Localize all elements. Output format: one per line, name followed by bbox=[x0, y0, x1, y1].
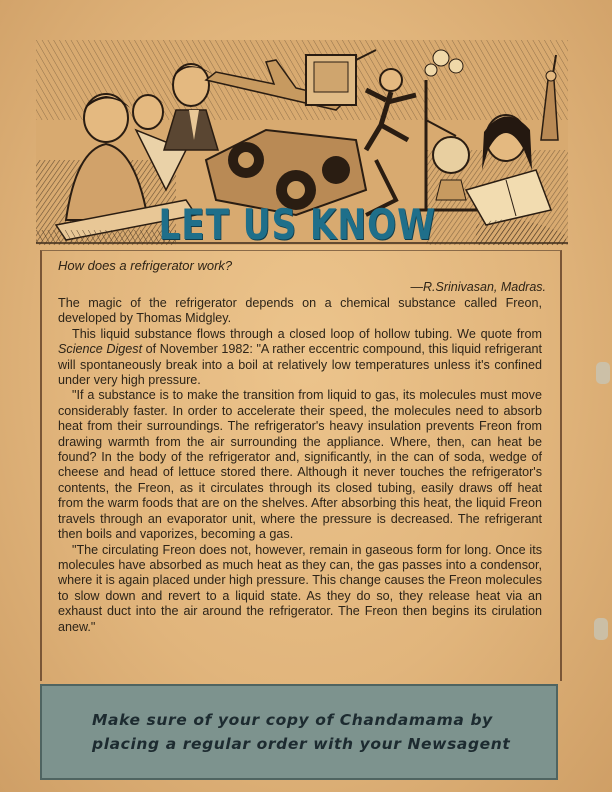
staple-mark-lower bbox=[594, 618, 608, 640]
answer-paragraph-3: "If a substance is to make the transition from liquid to gas, its molecules must move considerably faster. In order to accelerate their speed, the molecules need to absorb heat from their surroundings. The refrigerator's heavy insulation prevents Freon from drawing warmth from the air surrounding the appliance. Where, then, can heat be found? In the body of the refrigerator and, significantly, in the can of soda, wedge of cheese and head of lettuce stored there. Although it never touches the refrigerator's contents, the Freon, as it circulates through its closed tubing, easily draws off heat from the warm foods that are on the shelves. After absorbing this heat, the liquid Freon travels through an evaporator unit, where the pressure is decreased. The refrigerant then boils and vaporizes, becoming a gas. bbox=[58, 388, 542, 542]
page-title bbox=[158, 198, 436, 250]
page-title-text: LET US KNOW bbox=[158, 199, 436, 249]
article-body bbox=[58, 296, 542, 635]
subscription-banner bbox=[40, 684, 558, 780]
answer-paragraph-2 bbox=[58, 327, 542, 389]
reader-question: How does a refrigerator work? bbox=[58, 258, 233, 273]
banner-line-1: Make sure of your copy of Chandamama by bbox=[92, 711, 493, 729]
source-title: Science Digest bbox=[58, 342, 143, 357]
paragraph-2-quote: of November 1982: "A rather eccentric compound, this liquid refrigerant will spontaneously break into a boil at relatively low temperatures unless it's confined under very high pressure. bbox=[58, 342, 543, 388]
paragraph-2-intro: This liquid substance flows through a closed loop of hollow tubing. We quote from bbox=[72, 326, 542, 341]
answer-paragraph-4: "The circulating Freon does not, however, remain in gaseous form for long. Once its molecules have absorbed as much heat as they can, the gas passes into a condensor, where it is again placed under high pressure. This change causes the Freon molecules to slow down and revert to a liquid state. As they do so, they release heat via an exhaust duct into the air around the refrigerator. The Freon then begins its cirulation anew." bbox=[58, 542, 542, 634]
answer-paragraph-1: The magic of the refrigerator depends on a chemical substance called Freon, developed by Thomas Midgley. bbox=[58, 296, 542, 326]
banner-message bbox=[92, 708, 512, 756]
banner-line-2: placing a regular order with your Newsagent bbox=[92, 735, 511, 753]
question-attribution: —R.Srinivasan, Madras. bbox=[410, 280, 546, 294]
staple-mark-upper bbox=[596, 362, 610, 384]
